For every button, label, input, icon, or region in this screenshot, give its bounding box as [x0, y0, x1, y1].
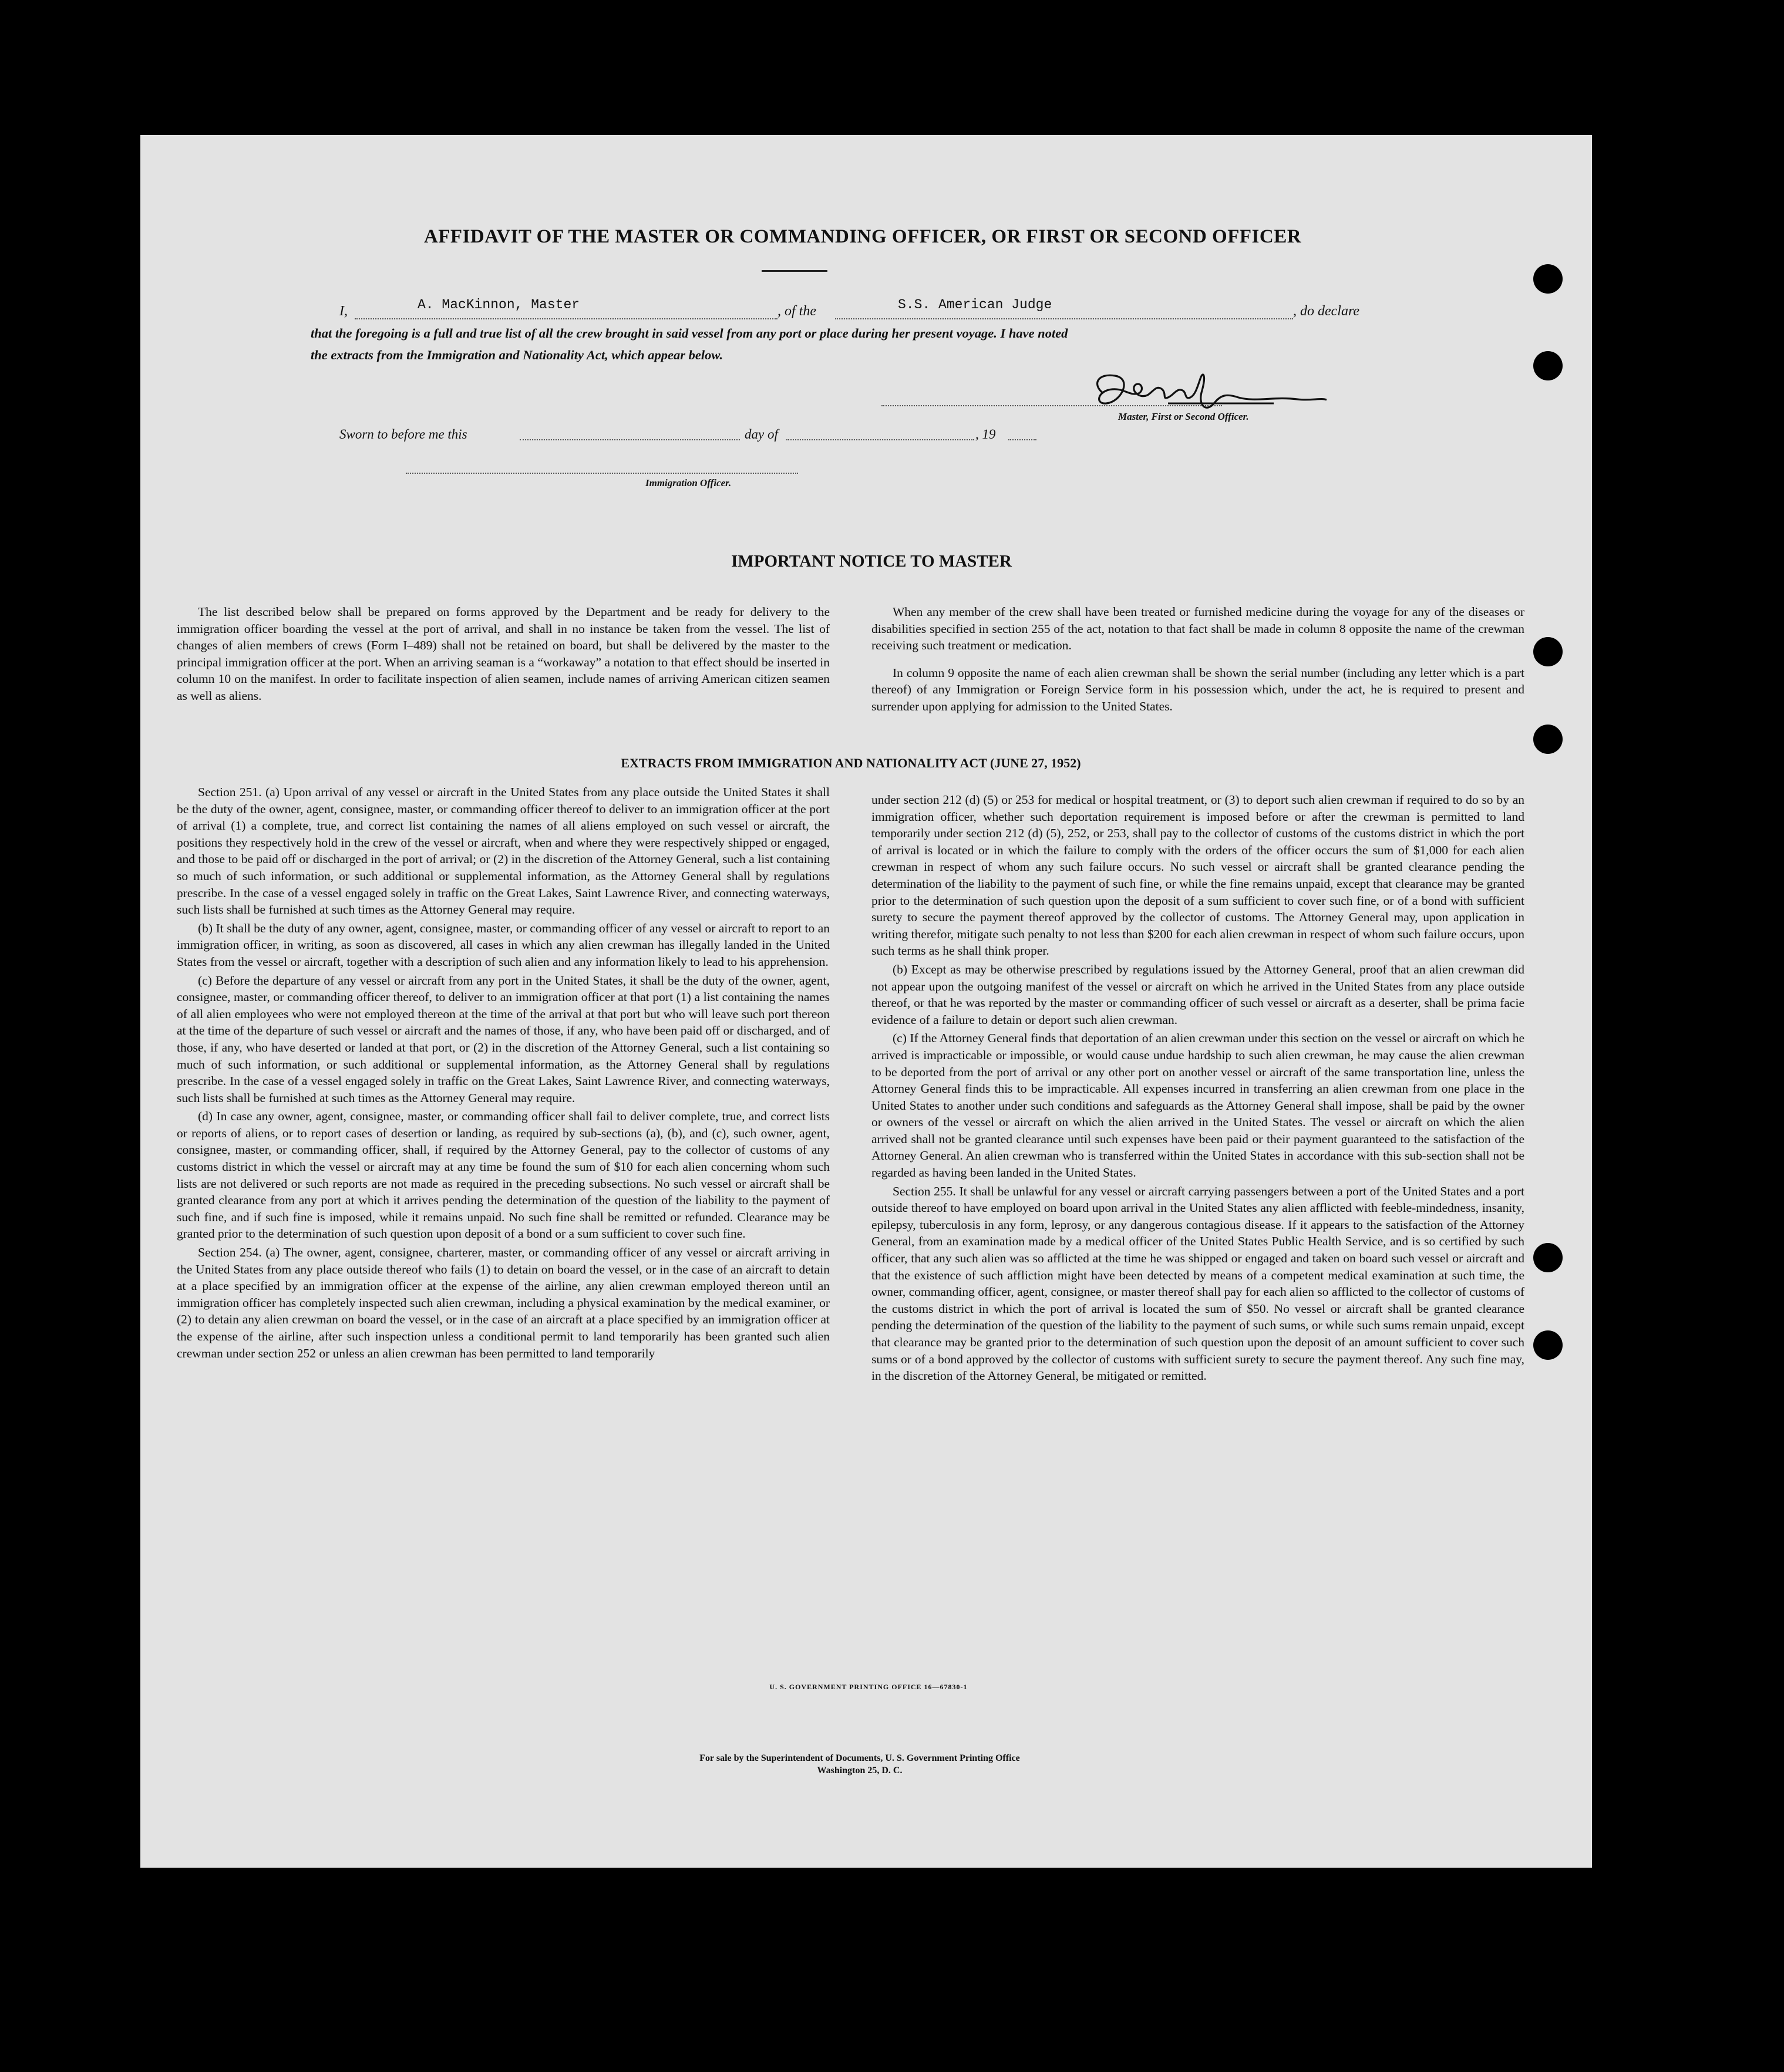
sale-notice-line-1: For sale by the Superintendent of Documents, U. S. Government Printing Office [699, 1753, 1020, 1763]
binder-hole [1533, 725, 1563, 754]
of-the-label: , of the [777, 304, 816, 319]
notice-paragraph: When any member of the crew shall have been treated or furnished medicine during the voyage for any of the diseases or disabilities specified in section 255 of the act, notation to that fact shall be made in column 8 opposite the name of the crewman receiving such treatment or medication. [871, 605, 1524, 653]
officer-dotted-line [406, 473, 798, 474]
i-label: I, [339, 304, 348, 319]
printing-office-mark: U. S. GOVERNMENT PRINTING OFFICE 16—67830-1 [769, 1683, 968, 1691]
vessel-name-value: S.S. American Judge [898, 297, 1052, 312]
year-label: , 19 [975, 427, 996, 442]
act-paragraph: Section 255. It shall be unlawful for any vessel or aircraft carrying passengers between a port of the United States and a port outside thereof to have employed on board upon arrival in the United States any alien afflicted with feeble-mindedness, insanity, epilepsy, tuberculosis in any form, leprosy, or any dangerous contagious disease. If it appears to the satisfaction of the Attorney General, from an examination made by a medical officer of the United States Public Health Service, and is so certified by such officer, that any such alien was so afflicted at the time he was shipped or engaged and taken on board such vessel or aircraft and that the existence of such affliction might have been detected by means of a competent medical examination at such time, the owner, commanding officer, agent, consignee, or master thereof shall pay for each alien so afflicted to the collector of customs of the customs district in which the port of arrival is located the sum of $50. No vessel or aircraft shall be granted clearance pending the determination of the question of the liability to the payment of such sums, or while such sums remain unpaid, except that clearance may be granted prior to the determination of such question upon the deposit of an amount sufficient to cover such sums or of a bond approved by the collector of customs with sufficient surety to secure the payment thereof. Any such fine may, in the discretion of the Attorney General, be mitigated or remitted. [871, 1184, 1524, 1383]
vessel-dotted-line [835, 318, 1293, 319]
binder-hole [1533, 351, 1563, 380]
document-page [140, 135, 1592, 1868]
binder-hole [1533, 1330, 1563, 1360]
act-paragraph: (c) Before the departure of any vessel or aircraft from any port in the United States, it shall be the duty of the owner, agent, consignee, master, or commanding officer thereof, to deliver to an immigration officer at that port (1) a list containing the names of all alien employees who were not employed thereon at the time of the arrival at that port but who will leave such port thereon at the time of the departure of such vessel or aircraft and the names of those, if any, who have been paid off or discharged, and of those, if any, who have deserted or landed at that port, or (2) in the discretion of the Attorney General, such a list containing so much of such information, or such additional or supplemental information, as the Attorney General shall by regulations prescribe. In the case of a vessel engaged solely in traffic on the Great Lakes, Saint Lawrence River, and connecting waterways, such lists shall be furnished at such times as the Attorney General may require. [177, 973, 830, 1105]
name-dotted-line [355, 318, 777, 319]
sale-notice-line-2: Washington 25, D. C. [817, 1766, 903, 1775]
declaration-line-1: that the foregoing is a full and true list of all the crew brought in said vessel from any port or place during her present voyage. I have noted [311, 326, 1068, 341]
sworn-year-dotted-line [1008, 439, 1036, 440]
extracts-left-column [177, 784, 830, 1363]
signature-caption [1118, 411, 1249, 423]
sworn-label: Sworn to before me this [339, 427, 467, 442]
affidavit-title: AFFIDAVIT OF THE MASTER OR COMMANDING OFFICER, OR FIRST OR SECOND OFFICER [423, 226, 1302, 247]
act-paragraph: (d) In case any owner, agent, consignee, master, or commanding officer shall fail to deliver complete, true, and correct lists or reports of aliens, or to report cases of desertion or landing, as required by sub-sections (a), (b), and (c), such owner, agent, consignee, master, or commanding officer, shall, if required by the Attorney General, pay to the collector of customs of any customs district in which the vessel or aircraft may at any time be found the sum of $10 for each alien concerning whom such lists are not delivered or such reports are not made as required in the preceding subsections. No such vessel or aircraft shall be granted clearance from any port at which it arrives pending the determination of the question of the liability to the payment of such fine, and if such fine is imposed, while it remains unpaid. No such fine shall be remitted or refunded. Clearance may be granted prior to the determination of such question upon deposit of a bond or a sum sufficient to cover such fine. [177, 1109, 830, 1241]
act-paragraph: (b) It shall be the duty of any owner, agent, consignee, master, or commanding officer of any vessel or aircraft to report to an immigration officer, in writing, as soon as discovered, all cases in which any alien crewman has illegally landed in the United States from the vessel or aircraft, together with a description of such alien and any information likely to lead to his apprehension. [177, 921, 830, 969]
notice-left-column [177, 604, 830, 706]
title-underline [762, 270, 827, 272]
master-name-value: A. MacKinnon, Master [418, 297, 580, 312]
act-paragraph: (b) Except as may be otherwise prescribed by regulations issued by the Attorney General, proof that an alien crewman did not appear upon the outgoing manifest of the vessel or aircraft on which he arrived in the United States from any place outside thereof, or that he was reported by the master or commanding officer of such vessel or aircraft as a deserter, shall be prima facie evidence of a failure to detain or deport such alien crewman. [871, 962, 1524, 1027]
extracts-right-column [871, 791, 1524, 1386]
notice-paragraph: In column 9 opposite the name of each alien crewman shall be shown the serial number (including any letter which is a part thereof) of any Immigration or Foreign Service form in his possession which, under the act, he is required to present and surrender upon applying for admission to the United States. [871, 665, 1524, 713]
day-of-label: day of [745, 427, 778, 442]
do-declare-label: , do declare [1293, 304, 1360, 319]
act-paragraph: (c) If the Attorney General finds that deportation of an alien crewman under this section on the vessel or aircraft on which he arrived is impracticable or impossible, or would cause undue hardship to such alien crewman, he may cause the alien crewman to be deported from the port of arrival or any other port on another vessel or aircraft of the same transportation line, unless the Attorney General finds this to be impracticable. All expenses incurred in transferring an alien crewman from one place in the United States to another under such conditions and safeguards as the Attorney General shall impose, shall be paid by the owner or owners of the vessel or aircraft on which the alien arrived in the United States. The vessel or aircraft on which the alien arrived shall not be granted clearance until such expenses have been paid or their payment guaranteed to the satisfaction of the Attorney General. An alien crewman who is transferred within the United States in accordance with this sub-section shall not be regarded as having been landed in the United States. [871, 1031, 1524, 1180]
act-paragraph: under section 212 (d) (5) or 253 for medical or hospital treatment, or (3) to deport such alien crewman if required to do so by an immigration officer, whether such deportation requirement is imposed before or after the crewman is permitted to land temporarily under section 212 (d) (5), 252, or 253, shall pay to the collector of customs of the customs district in which the port of arrival is located or in which the failure to comply with the orders of the officer occurs the sum of $1,000 for each alien crewman in respect of whom any such failure occurs. No such vessel or aircraft shall be granted clearance pending the determination of the liability to the payment of such fine, or while the fine remains unpaid, except that clearance may be granted prior to the determination of such question upon the deposit of a sum sufficient to cover such fine, or of a bond with sufficient surety to secure the payment thereof approved by the collector of customs. The Attorney General may, upon application in writing therefor, mitigate such penalty to not less than $200 for each alien crewman in respect of whom such failure occurs, upon such terms as he shall think proper. [871, 793, 1524, 958]
binder-hole [1533, 264, 1563, 294]
act-paragraph: Section 254. (a) The owner, agent, consignee, charterer, master, or commanding officer of any vessel or aircraft arriving in the United States from any place outside thereof who fails (1) to detain on board the vessel, or in the case of an aircraft to detain at a place specified by an immigration officer at the expense of the airline, any alien crewman employed thereon until an immigration officer has completely inspected such alien crewman, including a physical examination by the medical examiner, or (2) to detain any alien crewman on board the vessel, or in the case of an aircraft at a place specified by an immigration officer at the expense of the airline, after such inspection unless a conditional permit to land temporarily has been granted such alien crewman under section 252 or unless an alien crewman has been permitted to land temporarily [177, 1245, 830, 1360]
notice-right-column [871, 604, 1524, 717]
extracts-heading: EXTRACTS FROM IMMIGRATION AND NATIONALITY ACT (JUNE 27, 1952) [621, 756, 1081, 770]
sworn-month-dotted-line [786, 439, 974, 440]
binder-hole [1533, 637, 1563, 666]
signature-caption-text: Master, First or Second Officer. [1118, 411, 1249, 422]
sworn-day-dotted-line [520, 439, 740, 440]
binder-hole [1533, 1243, 1563, 1272]
act-paragraph: Section 251. (a) Upon arrival of any vessel or aircraft in the United States from any place outside the United States it shall be the duty of the owner, agent, consignee, master, or commanding officer thereof to deliver to an immigration officer at the port of arrival (1) a complete, true, and correct list containing the names of all aliens employed on such vessel or aircraft, the positions they respectively hold in the crew of the vessel or aircraft, when and where they were respectively shipped or engaged, and those to be paid off or discharged in the port of arrival; or (2) in the discretion of the Attorney General, such a list containing so much of such information, or such additional or supplemental information, as the Attorney General shall by regulations prescribe. In the case of a vessel engaged solely in traffic on the Great Lakes, Saint Lawrence River, and connecting waterways, such lists shall be furnished at such times as the Attorney General may require. [177, 785, 830, 917]
immigration-officer-label: Immigration Officer. [645, 477, 732, 488]
notice-heading: IMPORTANT NOTICE TO MASTER [731, 552, 1012, 571]
declaration-line-2: the extracts from the Immigration and Nationality Act, which appear below. [311, 348, 723, 362]
notice-paragraph: The list described below shall be prepared on forms approved by the Department and be ready for delivery to the immigration officer boarding the vessel at the port of arrival, and shall in no instance be taken from the vessel. The list of changes of alien members of crews (Form I–489) shall not be retained on board, but shall be delivered by the master to the principal immigration officer at the port. When an arriving seaman is a “workaway” a notation to that effect should be inserted in column 10 on the manifest. In order to facilitate inspection of alien seamen, include names of arriving American citizen seamen as well as aliens. [177, 605, 830, 703]
